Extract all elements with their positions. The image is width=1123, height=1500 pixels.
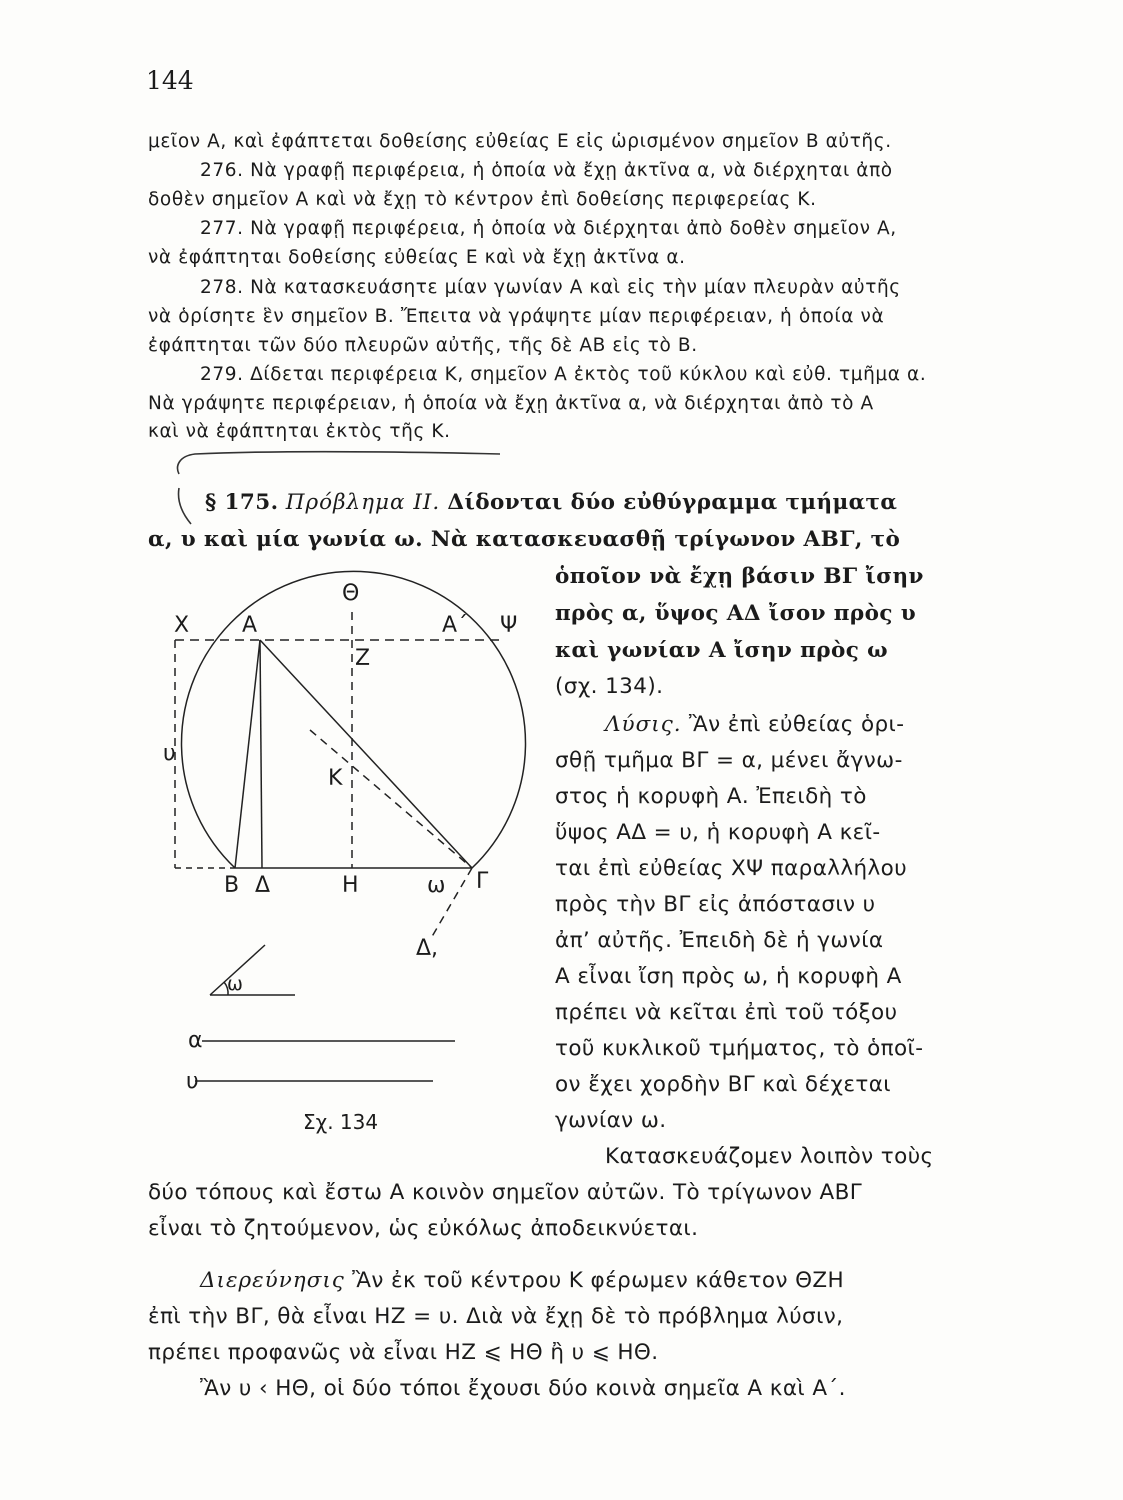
solution-line: Α εἶναι ἴση πρὸς ω, ἡ κορυφὴ Α (555, 964, 902, 989)
label-delta: Δ (255, 873, 271, 898)
line-a-b (235, 640, 260, 868)
text-line: μεῖον Α, καὶ ἐφάπτεται δοθείσης εὐθείας Ε εἰς ὡρισμένον σημεῖον Β αὐτῆς. (148, 131, 892, 152)
solution-line: σθῇ τμῆμα ΒΓ = α, μένει ἄγνω- (555, 748, 903, 773)
label-b: Β (224, 873, 240, 898)
solution-line: ὕψος ΑΔ = υ, ἡ κορυφὴ Α κεῖ- (555, 820, 881, 845)
construction-line: εἶναι τὸ ζητούμενον, ὡς εὐκόλως ἀποδεικνύεται. (148, 1216, 699, 1241)
text-line: δοθὲν σημεῖον Α καὶ νὰ ἔχῃ τὸ κέντρον ἐπὶ δοθείσης περιφερείας Κ. (148, 189, 817, 210)
problem-statement-line: ὁποῖον νὰ ἔχῃ βάσιν ΒΓ ἴσην (555, 564, 924, 589)
solution-label: Λύσις. (605, 712, 682, 737)
construction-line: δύο τόπους καὶ ἔστω Α κοινὸν σημεῖον αὐτῶν. Τὸ τρίγωνον ΑΒΓ (148, 1180, 863, 1205)
problem-statement-line: πρὸς α, ὕψος ΑΔ ἴσον πρὸς υ (555, 601, 917, 626)
label-omega-at-gamma: ω (427, 873, 446, 898)
label-a-prime: Α΄ (442, 613, 469, 638)
figure-caption: Σχ. 134 (303, 1110, 379, 1134)
line-k-gamma (310, 730, 472, 868)
investigation-label: Διερεύνησις (200, 1268, 345, 1293)
construction-line: Κατασκευάζομεν λοιπὸν τοὺς (605, 1144, 934, 1169)
label-delta-prime: Δ, (416, 936, 439, 961)
label-theta: Θ (342, 581, 360, 606)
label-k: Κ (328, 766, 343, 791)
page-number: 144 (146, 66, 194, 95)
problem-statement: Δίδονται δύο εὐθύγραμμα τμήματα (447, 490, 898, 515)
label-h: Η (342, 873, 359, 898)
text-line: 278. Νὰ κατασκευάσητε μίαν γωνίαν Α καὶ εἰς τὴν μίαν πλευρὰν αὐτῆς (200, 277, 901, 298)
label-x: Χ (174, 613, 190, 638)
problem-label: Πρόβλημα ΙΙ. (285, 490, 441, 515)
problem-heading (205, 490, 897, 515)
problem-statement-line: α, υ καὶ μία γωνία ω. Νὰ κατασκευασθῇ τρίγωνον ΑΒΓ, τὸ (148, 527, 901, 552)
solution-line: τοῦ κυκλικοῦ τμήματος, τὸ ὁποῖ- (555, 1036, 924, 1061)
solution-line: ἀπ’ αὐτῆς. Ἐπειδὴ δὲ ἡ γωνία (555, 928, 884, 953)
line-a-delta (260, 640, 262, 868)
figure-134 (150, 570, 550, 1150)
solution-first-line (605, 712, 904, 737)
text-line: νὰ ὁρίσητε ἓν σημεῖον Β. Ἔπειτα νὰ γράψητε μίαν περιφέρειαν, ἡ ὁποία νὰ (148, 306, 885, 327)
label-a: Α (242, 613, 258, 638)
investigation-line: πρέπει προφανῶς νὰ εἶναι ΗΖ ⩽ ΗΘ ἢ υ ⩽ ΗΘ. (148, 1340, 659, 1365)
figure-reference: (σχ. 134). (555, 674, 664, 699)
label-omega-angle: ω (227, 973, 243, 995)
line-a-gamma (260, 640, 472, 868)
label-gamma: Γ (476, 869, 489, 894)
text-line: ἐφάπτηται τῶν δύο πλευρῶν αὐτῆς, τῆς δὲ ΑΒ εἰς τὸ Β. (148, 335, 698, 356)
label-psi: Ψ (500, 613, 518, 638)
section-number: § 175. (205, 490, 279, 515)
solution-line: γωνίαν ω. (555, 1108, 667, 1133)
text-line: Νὰ γράψητε περιφέρειαν, ἡ ὁποία νὰ ἔχῃ ἀκτῖνα α, νὰ διέρχηται ἀπὸ τὸ Α (148, 393, 874, 414)
text-line: 277. Νὰ γραφῇ περιφέρεια, ἡ ὁποία νὰ διέρχηται ἀπὸ δοθὲν σημεῖον Α, (200, 218, 897, 239)
investigation-line: Ἂν υ ‹ ΗΘ, οἱ δύο τόποι ἔχουσι δύο κοινὰ σημεῖα Α καὶ Α΄. (200, 1376, 846, 1401)
label-alpha: α (188, 1028, 203, 1053)
investigation-text: Ἂν ἐκ τοῦ κέντρου Κ φέρωμεν κάθετον ΘΖΗ (352, 1268, 845, 1293)
label-z: Ζ (355, 646, 371, 671)
solution-text: Ἂν ἐπὶ εὐθείας ὁρι- (688, 712, 905, 737)
geometry-diagram (150, 570, 550, 1150)
investigation-line: ἐπὶ τὴν ΒΓ, θὰ εἶναι ΗΖ = υ. Διὰ νὰ ἔχῃ δὲ τὸ πρόβλημα λύσιν, (148, 1304, 844, 1329)
investigation-first-line (200, 1268, 844, 1293)
solution-line: πρὸς τὴν ΒΓ εἰς ἀπόστασιν υ (555, 892, 876, 917)
text-line: νὰ ἐφάπτηται δοθείσης εὐθείας Ε καὶ νὰ ἔχῃ ἀκτῖνα α. (148, 247, 686, 268)
label-upsilon-segment: υ (186, 1069, 199, 1094)
text-line: 279. Δίδεται περιφέρεια Κ, σημεῖον Α ἐκτὸς τοῦ κύκλου καὶ εὐθ. τμῆμα α. (200, 364, 927, 385)
solution-line: ται ἐπὶ εὐθείας ΧΨ παραλλήλου (555, 856, 908, 881)
label-upsilon: υ (163, 741, 176, 766)
solution-line: ον ἔχει χορδὴν ΒΓ καὶ δέχεται (555, 1072, 891, 1097)
solution-line: στος ἡ κορυφὴ Α. Ἐπειδὴ τὸ (555, 784, 867, 809)
circle-arc (182, 571, 526, 868)
problem-statement-line: καὶ γωνίαν Α ἴσην πρὸς ω (555, 638, 888, 663)
text-line: καὶ νὰ ἐφάπτηται ἐκτὸς τῆς Κ. (148, 421, 451, 442)
text-line: 276. Νὰ γραφῇ περιφέρεια, ἡ ὁποία νὰ ἔχῃ ἀκτῖνα α, νὰ διέρχηται ἀπὸ (200, 160, 893, 181)
solution-line: πρέπει νὰ κεῖται ἐπὶ τοῦ τόξου (555, 1000, 898, 1025)
